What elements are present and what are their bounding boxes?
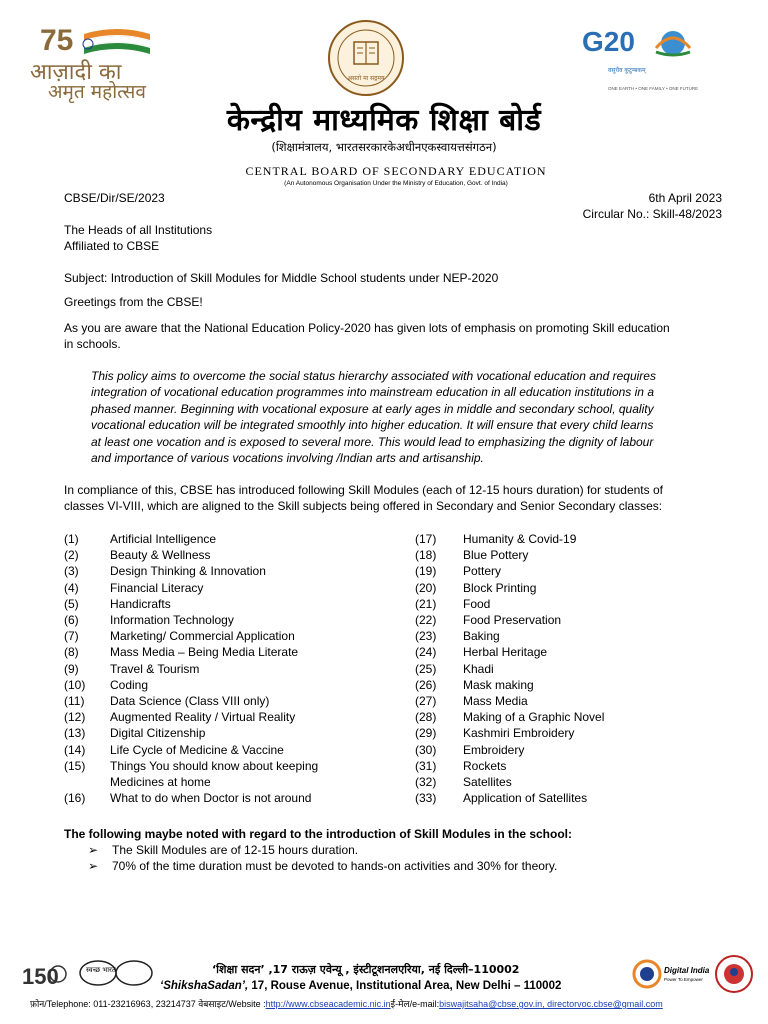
azadi-text-line2: अमृत महोत्सव <box>48 81 146 103</box>
right-emblem <box>714 954 754 994</box>
list-item: (30) Embroidery <box>415 742 525 757</box>
paragraph-2-line2: classes VI-VIII, which are aligned to the Skill subjects being offered in Secondary and Senior Secondary classes: <box>64 499 663 514</box>
g20-lotus-icon <box>648 28 698 58</box>
footer-contact <box>30 997 663 1010</box>
list-item: (19) Pottery <box>415 564 502 579</box>
g20-text: G20 <box>582 26 635 57</box>
list-item: Medicines at home <box>110 775 211 790</box>
list-item: (25) Khadi <box>415 661 494 676</box>
list-item: (6) Information Technology <box>64 613 234 628</box>
g20-hindi: वसुधैव कुटुम्बकम् <box>608 67 646 74</box>
footer-address-english <box>160 980 561 992</box>
emblem-caption: असतो मा सद्गमय <box>347 75 385 82</box>
list-item: (33) Application of Satellites <box>415 791 588 806</box>
telephone-text: फ़ोन/Telephone: 011-23216963, 23214737 वेबसाइट/Website : <box>30 999 266 1009</box>
list-item: (29) Kashmiri Embroidery <box>415 726 575 741</box>
list-item: (5) Handicrafts <box>64 596 171 611</box>
list-item: (28) Making of a Graphic Novel <box>415 710 605 725</box>
website-link[interactable]: http://www.cbseacademic.nic.in <box>265 999 391 1009</box>
list-item: (18) Blue Pottery <box>415 548 529 563</box>
svg-text:150: 150 <box>22 964 59 989</box>
list-item: (20) Block Printing <box>415 580 537 595</box>
g20-logo <box>578 26 718 96</box>
quote-line: This policy aims to overcome the social status hierarchy associated with vocational education and requires <box>91 369 656 383</box>
list-item: (1) Artificial Intelligence <box>64 532 217 546</box>
list-item: (16) What to do when Doctor is not around <box>64 791 312 806</box>
subject-line: Subject: Introduction of Skill Modules for Middle School students under NEP-2020 <box>64 271 499 285</box>
footer-address-hindi: ‘शिक्षा सदन’ ,17 राऊज़ एवेन्यू , इंस्टीटूशनलएरिया, नई दिल्ली–110002 <box>212 963 520 976</box>
addressee-line1: The Heads of all Institutions <box>64 223 213 237</box>
paragraph-1-line1: As you are aware that the National Education Policy-2020 has given lots of emphasis on promoting Skill education <box>64 321 670 335</box>
title-hindi: केन्द्रीय माध्यमिक शिक्षा बोर्ड <box>226 103 542 138</box>
list-item: (9) Travel & Tourism <box>64 661 200 676</box>
circular-number: Circular No.: Skill-48/2023 <box>582 207 722 221</box>
notes-heading: The following maybe noted with regard to the introduction of Skill Modules in the school: <box>64 827 573 841</box>
title-english: CENTRAL BOARD OF SECONDARY EDUCATION <box>245 164 547 178</box>
digital-india-icon <box>632 956 662 992</box>
digital-india-logo <box>632 956 712 994</box>
cbse-emblem <box>318 18 414 98</box>
letter-date: 6th April 2023 <box>648 191 722 205</box>
list-item: (15) Things You should know about keeping <box>64 758 319 773</box>
list-item: (27) Mass Media <box>415 694 528 709</box>
list-item: (17) Humanity & Covid-19 <box>415 532 577 546</box>
quote-line: vocational education will be integrated smoothly into higher education. It will ensure that every child learns <box>91 418 654 433</box>
email-label: ई-मेल/e-mail: <box>390 999 440 1009</box>
emblem-circle-icon <box>714 954 754 994</box>
azadi-75-number: 75 <box>40 24 74 57</box>
150-years-icon <box>20 956 70 996</box>
list-item: (4) Financial Literacy <box>64 580 204 595</box>
digital-india-text: Digital India <box>664 966 710 975</box>
swachh-bharat-logo <box>76 956 156 990</box>
list-item: (14) Life Cycle of Medicine & Vaccine <box>64 742 284 757</box>
digital-india-tagline: Power To Empower <box>664 977 703 982</box>
policy-quote <box>91 368 723 466</box>
bullet-item: ➢ 70% of the time duration must be devoted to hands-on activities and 30% for theory. <box>88 859 558 874</box>
addressee-line2: Affiliated to CBSE <box>64 239 160 253</box>
arrow-bullet-icon: ➢ <box>88 843 99 857</box>
notes-bullets <box>88 842 728 875</box>
quote-line: integration of vocational education programmes into mainstream education in all education institutions in a <box>91 385 654 400</box>
list-item: (7) Marketing/ Commercial Application <box>64 629 295 644</box>
list-item: (26) Mask making <box>415 677 534 692</box>
swachh-text: स्वच्छ भारत <box>86 966 116 974</box>
paragraph-2-line1: In compliance of this, CBSE has introduced following Skill Modules (each of 12-15 hours duration) for students of <box>64 483 663 497</box>
list-item: (22) Food Preservation <box>415 613 562 628</box>
list-item: (11) Data Science (Class VIII only) <box>64 694 270 709</box>
list-item: (12) Augmented Reality / Virtual Reality <box>64 710 296 725</box>
paragraph-1-line2: in schools. <box>64 337 121 352</box>
bullet-item: ➢ The Skill Modules are of 12-15 hours duration. <box>88 843 359 857</box>
anniversary-logo <box>20 956 70 996</box>
paragraph-2 <box>64 482 724 515</box>
arrow-bullet-icon: ➢ <box>88 859 99 874</box>
subtitle-hindi: (शिक्षामंत्रालय, भारतसरकारकेअधीनएकस्वायत्तसंगठन) <box>271 140 497 154</box>
quote-line: and importance of various vocations involving /Indian arts and artisanship. <box>91 451 484 466</box>
g20-tagline: ONE EARTH • ONE FAMILY • ONE FUTURE <box>608 86 699 91</box>
paragraph-1 <box>64 320 724 353</box>
list-item: (8) Mass Media – Being Media Literate <box>64 645 299 660</box>
list-item: (3) Design Thinking & Innovation <box>64 564 266 579</box>
quote-line: at least one vocation and is exposed to several more. This would lead to emphasizing the dignity of labour <box>91 434 654 449</box>
azadi-text-line1: आज़ादी का <box>30 60 122 85</box>
list-item: (24) Herbal Heritage <box>415 645 548 660</box>
email-links[interactable]: biswajitsaha@cbse.gov.in, directorvoc.cbse@gmail.com <box>439 999 663 1009</box>
list-item: (2) Beauty & Wellness <box>64 548 211 563</box>
cbse-seal-icon <box>318 18 414 98</box>
reference-number: CBSE/Dir/SE/2023 <box>64 191 165 205</box>
list-item: (32) Satellites <box>415 775 512 790</box>
list-item: (13) Digital Citizenship <box>64 726 206 741</box>
list-item: (10) Coding <box>64 677 149 692</box>
list-item: (23) Baking <box>415 629 500 644</box>
modules-list-right <box>415 531 735 806</box>
subtitle-english: (An Autonomous Organisation Under the Ministry of Education, Govt. of India) <box>284 180 508 187</box>
quote-line: phased manner. Beginning with vocational exposure at early ages in middle and secondary school, quality <box>91 401 654 416</box>
list-item: (31) Rockets <box>415 758 507 773</box>
modules-list-left <box>64 531 394 806</box>
shikshasadan-name: ‘ShikshaSadan’, <box>160 980 249 992</box>
greeting: Greetings from the CBSE! <box>64 295 203 309</box>
list-item: (21) Food <box>415 596 491 611</box>
azadi-ka-amrit-mahotsav-logo <box>26 20 196 102</box>
address-rest: 17, Rouse Avenue, Institutional Area, New Delhi – 110002 <box>248 980 562 992</box>
